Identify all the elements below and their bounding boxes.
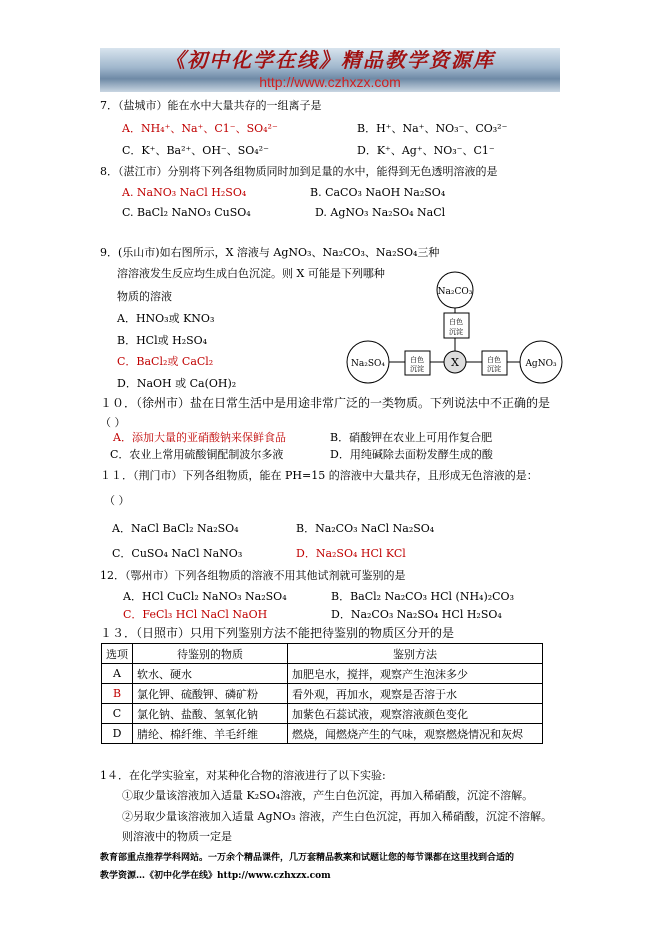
q11-option-a: A．NaCl BaCl₂ Na₂SO₄	[112, 522, 239, 535]
box-text: 沉淀	[487, 365, 501, 373]
table-cell: C	[102, 704, 133, 724]
table-header-row	[102, 644, 543, 664]
q9-stem-3: 物质的溶液	[117, 290, 172, 303]
box-text: 白色	[410, 356, 424, 364]
table-cell: 腈纶、棉纤维、羊毛纤维	[133, 724, 288, 744]
box-text: 沉淀	[449, 328, 463, 336]
table-row	[102, 704, 543, 724]
q14-stem: 1４．在化学实验室，对某种化合物的溶液进行了以下实验:	[100, 769, 386, 782]
q7-stem: 7．（盐城市）能在水中大量共存的一组离子是	[100, 99, 322, 112]
table-cell: 氯化钾、硫酸钾、磷矿粉	[133, 684, 288, 704]
table-cell: 加紫色石蕊试液，观察溶液颜色变化	[288, 704, 543, 724]
node-label-left: Na₂SO₄	[350, 359, 386, 369]
q10-option-b: B．硝酸钾在农业上可用作复合肥	[330, 431, 493, 444]
banner-title: 《初中化学在线》精品教学资源库	[165, 48, 495, 72]
q10-stem: １０．（徐州市）盐在日常生活中是用途非常广泛的一类物质。下列说法中不正确的是	[100, 396, 551, 410]
q11-stem: １１．（荆门市）下列各组物质，能在 PH=15 的溶液中大量共存，且形成无色溶液的是：	[100, 469, 538, 482]
table-cell: D	[102, 724, 133, 744]
q11-option-d: D．Na₂SO₄ HCl KCl	[296, 547, 406, 560]
table-cell: A	[102, 664, 133, 684]
table-cell: 看外观，再加水，观察是否溶于水	[288, 684, 543, 704]
table-row	[102, 664, 543, 684]
q9-option-d: D．NaOH 或 Ca(OH)₂	[117, 377, 237, 390]
table-row	[102, 684, 543, 704]
box-text: 白色	[487, 356, 501, 364]
header-cell: 选项	[102, 644, 133, 664]
q10-option-c: C．农业上常用硫酸铜配制波尔多液	[110, 448, 284, 461]
q12-option-c: C．FeCl₃ HCl NaCl NaOH	[123, 608, 268, 621]
q10-option-d: D．用纯碱除去面粉发酵生成的酸	[330, 448, 493, 461]
table-cell: 燃烧，闻燃烧产生的气味，观察燃烧情况和灰烬	[288, 724, 543, 744]
q13-stem: １３．（日照市）只用下列鉴别方法不能把待鉴别的物质区分开的是	[100, 626, 455, 640]
q12-option-b: B．BaCl₂ Na₂CO₃ HCl (NH₄)₂CO₃	[331, 590, 514, 603]
q12-option-d: D．Na₂CO₃ Na₂SO₄ HCl H₂SO₄	[331, 608, 502, 621]
q9-option-c: C．BaCl₂或 CaCl₂	[117, 355, 214, 368]
footer-line-1: 教育部重点推荐学科网站。一万余个精品课件，几万套精品教案和试题让您的每节课都在这里找到合适的	[100, 853, 515, 863]
box-text: 白色	[449, 318, 463, 326]
q8-option-d: D. AgNO₃ Na₂SO₄ NaCl	[315, 206, 446, 219]
q12-option-a: A．HCl CuCl₂ NaNO₃ Na₂SO₄	[123, 590, 287, 603]
node-label-x: X	[451, 356, 459, 369]
q9-option-b: B．HCl或 H₂SO₄	[117, 334, 208, 347]
q7-option-a: A．NH₄⁺、Na⁺、C1⁻、SO₄²⁻	[122, 122, 278, 135]
site-banner	[100, 48, 560, 92]
table-row	[102, 724, 543, 744]
node-label-right: AgNO₃	[525, 359, 557, 369]
q7-option-b: B．H⁺、Na⁺、NO₃⁻、CO₃²⁻	[357, 122, 508, 135]
header-cell: 鉴别方法	[288, 644, 543, 664]
q7-option-d: D．K⁺、Ag⁺、NO₃⁻、C1⁻	[357, 144, 495, 157]
header-cell: 待鉴别的物质	[133, 644, 288, 664]
table-cell: 氯化钠、盐酸、氢氧化钠	[133, 704, 288, 724]
q14-step-1: ①取少量该溶液加入适量 K₂SO₄溶液，产生白色沉淀，再加入稀硝酸，沉淀不溶解。	[122, 789, 534, 802]
footer-line-2: 教学资源…《初中化学在线》http://www.czhxzx.com	[100, 871, 331, 881]
q8-option-c: C. BaCl₂ NaNO₃ CuSO₄	[122, 206, 251, 219]
banner-url: http://www.czhxzx.com	[259, 74, 401, 90]
q11-option-b: B．Na₂CO₃ NaCl Na₂SO₄	[296, 522, 435, 535]
table-cell: 软水、硬水	[133, 664, 288, 684]
q10-blank: （ ）	[100, 416, 126, 429]
q8-stem: 8．（湛江市）分别将下列各组物质同时加到足量的水中，能得到无色透明溶液的是	[100, 165, 498, 178]
q13-table	[101, 643, 543, 744]
node-label-top: Na₂CO₃	[437, 287, 473, 297]
q9-stem: 9．(乐山市)如右图所示，X 溶液与 AgNO₃、Na₂CO₃、Na₂SO₄三种	[100, 246, 440, 259]
q7-option-c: C．K⁺、Ba²⁺、OH⁻、SO₄²⁻	[122, 144, 269, 157]
q11-blank: （ ）	[104, 494, 130, 507]
reaction-diagram	[340, 265, 570, 390]
q12-stem: 12．（鄂州市）下列各组物质的溶液不用其他试剂就可鉴别的是	[100, 569, 406, 582]
q14-question: 则溶液中的物质一定是	[122, 830, 232, 843]
table-cell: B	[102, 684, 133, 704]
q10-option-a: A．添加大量的亚硝酸钠来保鲜食品	[113, 431, 286, 444]
q14-step-2: ②另取少量该溶液加入适量 AgNO₃ 溶液，产生白色沉淀，再加入稀硝酸，沉淀不溶解。	[122, 810, 553, 823]
q11-option-c: C．CuSO₄ NaCl NaNO₃	[112, 547, 243, 560]
box-text: 沉淀	[410, 365, 424, 373]
table-cell: 加肥皂水，搅拌，观察产生泡沫多少	[288, 664, 543, 684]
q8-option-a: A. NaNO₃ NaCl H₂SO₄	[122, 186, 247, 199]
q9-stem-2: 溶溶液发生反应均生成白色沉淀。则 X 可能是下列哪种	[117, 267, 385, 280]
q9-option-a: A．HNO₃或 KNO₃	[117, 312, 215, 325]
q8-option-b: B. CaCO₃ NaOH Na₂SO₄	[310, 186, 446, 199]
